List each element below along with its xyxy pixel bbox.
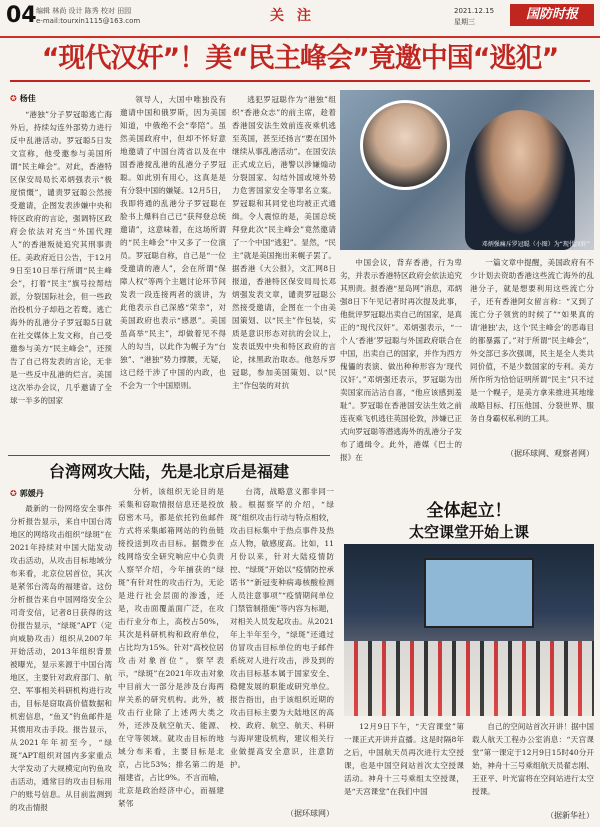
section-title: 关 注 [270, 8, 315, 24]
article1-column-2: 领导人，大国中唯独没有邀请中国和俄罗斯，因为美国知道，中俄绝不会“奉陪”。虽然美国政府中，但却不怀好意地邀请了中国台湾省以及在中国香港搅乱港的乱港分子罗冠聪。如此别有用心，这真是是有分裂中国的嫌疑。12月5日，我即将通的乱港分子罗冠聪在脸书上爆料自己已“获拜登总统邀请”，这意味着，在这场所谓的“民主峰会”中又多了一位演员。罗冠聪自称，自己是“一位受邀请的港人”，会在所谓“保障人权”等两个主题讨论环节间发表一段连接两者的演讲，为此他表示自己深感“荣幸”，对美国政府也表示“感恩”。美国虽高举“民主”，却做着见不得人的勾当，以此作为幌子为“台独”、“港独”势力撑腰，无疑，这已经干涉了中国的内政，也不会为一个中国原则。 [120, 95, 226, 390]
newspaper-logo: 国防时报 [510, 4, 594, 26]
article2-source: （据环球网） [286, 809, 334, 818]
article3-headline-line2: 太空课堂开始上课 [408, 523, 529, 541]
date-text: 2021.12.15 [454, 7, 495, 15]
star-icon: ✪ [10, 489, 17, 498]
article2-column-2: 分析，该组织无论目的是采集和窃取情报信息还是投放窃密木马，都是依托钓鱼邮件方式将采集邮箱网站的钓鱼链接投送到攻击目标。据微步在线网络安全研究响应中心负责人察罕介绍，今年捕获的“绿斑”有针对性的攻击行为，无论是进行社会层面的渗透，还是，攻击面覆盖面广泛，在攻击行业分布上，高校占50%，其次是科研机构和政府单位，占比均为15%。针对“高校位居攻击对象首位”，察罕表示，“绿斑”在2021年攻击对象中目前大一部分是涉及台海两岸关系的研究机构。此外，被攻击行业除了上述两大类之外，还涉及航空航天、能源、在守等领域。就攻击目标的地域分布来看，主要目标是北京，占比53%；排名第二的是福建省，占比9%。不言而喻，北京是政治经济中心，而福建紧邻 [118, 487, 224, 808]
article2-column-3: 台湾，战略意义都非同一般。根据察罕的介绍，“绿斑”组织攻击行动与特点相较，攻击目标集中于热点事件及热点人物，敏感度高。比如，11月份以来，针对大陆疫情防控、“绿斑”开始以“疫情防控承诺书”“新冠变种病毒核酸检测人员注意事项”“疫情期间单位门禁管制措施”等内容为标题，对相关人员发起攻击。从2021年上半年至今，“绿斑”还通过仿冒攻击目标单位的电子邮件系统对人进行攻击，涉及到的攻击目标基本属于国家安全、稳健发展的职能或研究单位。报告指出，由于该组织近期的攻击目标主要为大陆地区的高校、政府、航空、航天、科研与海岸建设机构，建议相关行业做提高安全意识，注意防护。 [230, 487, 334, 769]
main-portrait [465, 110, 575, 250]
classroom-screen [424, 558, 534, 628]
article1-column-4: 中国会议，背弃香港，行为卑劣，并表示香港特区政府会依法追究其刑责。报香港“星岛网”消息，邓炳强8日下午见记者时再次提及此事，他批评罗冠聪出卖自己的国家，是真正的“现代汉奸”。邓炳强表示，“一个人‘香港’罗冠聪与外国政府联合在中国，出卖自己的国家，并作为西方傀儡的表演、做出种种形容为‘现代汉奸’。”邓炳强还表示，罗冠聪为出卖国家而沾沾自喜，“他应该感到羞耻”。罗冠聪在香港国安法生效之前连夜乘飞机逃往英国伦敦，涉嫌已正式向罗冠聪等潜逃海外的乱港分子发布了通缉令。此外，港媒《巴士的报》在 [340, 258, 462, 462]
headline-divider [10, 80, 590, 82]
article1-column-5: 一篇文章中提醒，美国政府有不少计划去资助香港这些流亡海外的乱港分子，就是想要利用这些流亡分子，还有香港阿女留言称：“又到了流亡分子领赏的时候了”“如果真的请‘港独’去，这个‘民主峰会’的恶毒目的都暴露了。”对于所谓“民主峰会”，外交部已多次强调，民主是全人类共同价值，不是少数国家的专利。美方所作所为恰恰证明所谓“民主”只不过是一个幌子，是美方拿来推进其地缘战略目标、打压他国、分裂世界、服务自身霸权私利的工具。 [470, 258, 594, 423]
article2-headline: 台湾网攻大陆，先是北京后是福建 [48, 462, 289, 481]
article1-photo [340, 90, 594, 250]
article1-column-1: “港独”分子罗冠聪逃亡海外后，持续勾连外部势力进行反中乱港活动。罗冠聪5日发文宣称，他受邀参与美国所谓“民主峰会”。对此，香港特区保安局局长邓炳强表示“极度愤慨”，谴责罗冠聪公然接受邀请，企图发表涉嫌中央和特区政府的言论，强调特区政府会依法对充当“外国代理人”的香港叛徒追究其刑事责任。美政府近日公告，于12月9日至10日举行所谓“民主峰会”，打着“民主”旗号拉帮结派，分裂国际社会，但一些政治投机分子却趋之若鹜。逃亡海外的乱港分子罗冠聪5日就在社交媒体上发文称，自己受邀参与美方“民主峰会”，还预告了自己将发表的言论，无非是一些反中乱港的烂言。美国这次举办会议，几乎邀请了全球一半多的国家 [10, 110, 112, 405]
page-number: 04 [6, 3, 37, 28]
star-icon: ✪ [10, 94, 17, 103]
article3-headline-line1: 全体起立！ [426, 501, 512, 521]
article3-photo [344, 544, 594, 716]
article1-source: （据环球网、观察者网） [506, 449, 594, 458]
student-audience [344, 641, 594, 716]
editor-line: 编辑 林尚 设计 陈秀 校对 田园 [36, 7, 132, 15]
article1-column-3: 逃犯罗冠聪作为“港独”组织“香港众志”的前主席，趁着香港国安法生效前连夜乘机逃至英国，甚至还扬言“要在国外继续从事乱港活动”。在国安法正式成立后，港警以涉嫌煽动分裂国家、勾结外国或境外势力危害国家安全等罪名立案。罗冠聪和其同党也均被正式通缉。令人震惊的是，美国总统拜登此次“民主峰会”竟然邀请了一个中国“逃犯”。显然，“民主”就是美国拖出来幌子罢了。据香港《大公报》，文汇网8日报道，香港特区保安局局长邓炳强发表文章，谴责罗冠聪公然接受邀请，企图在一个由美国策划、以“民主”作包装，实质是意识形态对抗的会议上，发表诋毁中央和特区政府的言论，抹黑政治取态。他怒斥罗冠聪，参加美国策划、以“民主”作包装的对抗 [232, 95, 336, 390]
weekday-text: 星期三 [454, 18, 475, 26]
article2-byline [10, 488, 44, 499]
article1-byline [10, 93, 36, 104]
photo-caption: 邓炳强痛斥罗冠聪（小图）为“现代汉奸” [481, 241, 590, 248]
main-headline: “现代汉奸”！美“民主峰会”竟邀中国“逃犯” [41, 43, 559, 74]
inset-portrait [360, 100, 450, 190]
email-line: e-mail:tourxin1115@163.com [36, 17, 141, 25]
article2-column-1: 最新的一份网络安全事件分析报告显示，来自中国台湾地区的网络攻击组织“绿斑”在2021年持续对中国大陆发动攻击活动，从攻击目标地域分布来看，北京位居首位，其次是紧邻台湾岛的福建省。这份分析报告来自中国网络安全公司奇安信，记者8日获得的这份报告显示，“绿斑”APT（定向威胁攻击）组织从2007年开始活动，2013年组织背景被曝光，显示来源于中国台湾地区，主要针对政府部门、航空、军事相关科研机构进行攻击，目标是窃取高价值数据和机密信息，“鱼叉”钓鱼邮件是其惯用攻击手段。报告显示，从2021年年初至今，“绿斑”APT组织对国内多家重点大学发动了大规模定向钓鱼攻击活动，通常目的攻击目标用户的账号信息。从目前监测到的攻击情报 [10, 504, 112, 812]
article3-column-1: 12月9日下午，“天宫课堂”第一课正式开讲并直播。这是时隔8年之后，中国航天员再次进行太空授课，也是中国空间站首次太空授课活动。神舟十三号乘组太空授课，是“天宫课堂”在我们中国 [344, 722, 464, 796]
section-divider [8, 455, 330, 456]
article3-column-2: 自己的空间站首次开讲！据中国载人航天工程办公室消息：“天宫课堂”第一课定于12月9日15时40分开始，神舟十三号乘组航天员翟志刚、王亚平、叶光富将在空间站进行太空授课。 [472, 722, 594, 796]
issue-date [454, 6, 494, 28]
article3-source: （据新华社） [546, 811, 594, 820]
author-name: 杨佳 [19, 94, 36, 103]
author-name: 郭媛丹 [19, 489, 44, 498]
editor-info [36, 6, 140, 26]
